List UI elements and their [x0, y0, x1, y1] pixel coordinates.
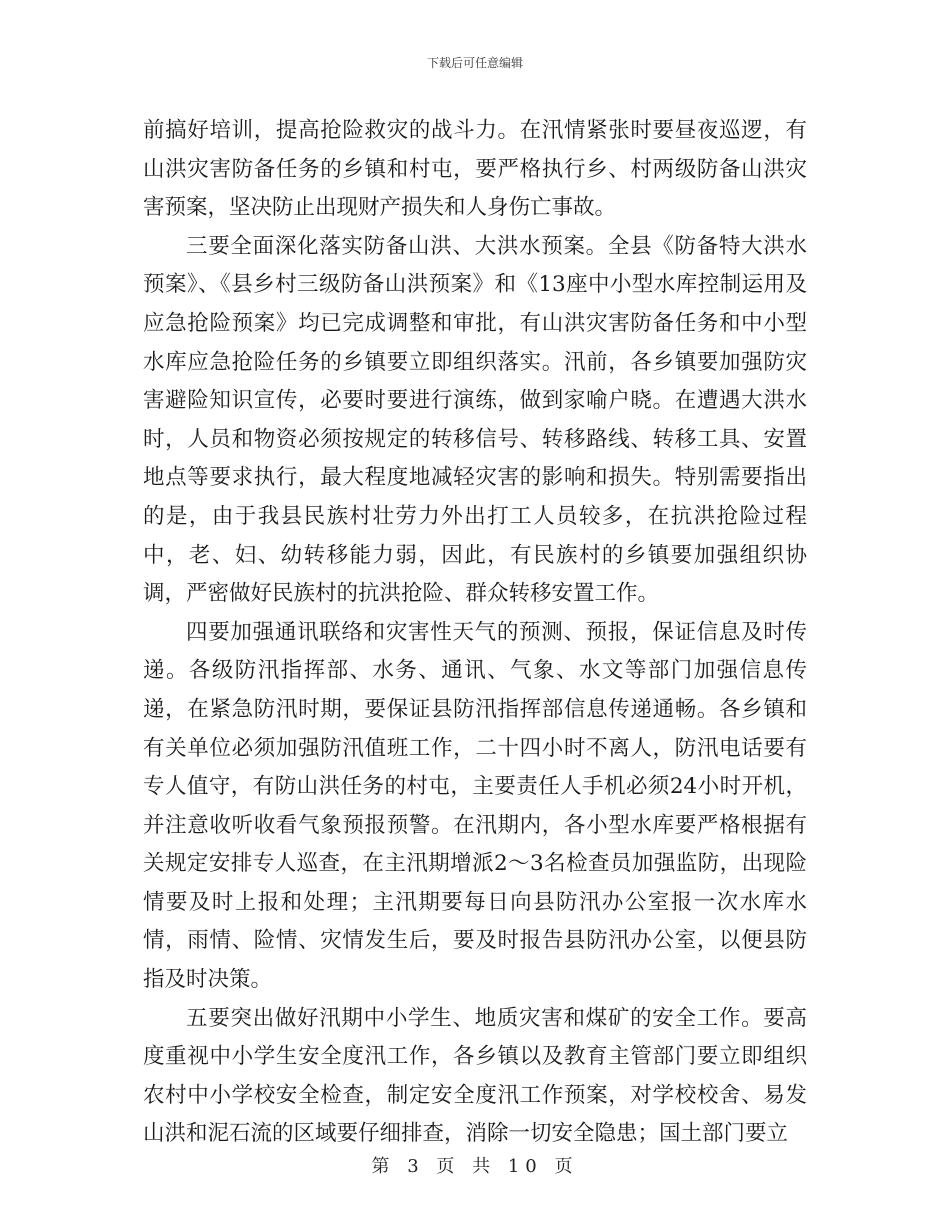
document-body: [143, 112, 807, 1154]
paragraph-item-5: 五要突出做好汛期中小学生、地质灾害和煤矿的安全工作。要高度重视中小学生安全度汛工作，各乡镇以及教育主管部门要立即组织农村中小学校安全检查，制定安全度汛工作预案，对学校校舍、易发山洪和泥石流的区域要仔细排查，消除一切安全隐患；国土部门要立: [143, 1005, 807, 1147]
page-header: 下载后可任意编辑: [426, 56, 523, 70]
paragraph-item-3: 三要全面深化落实防备山洪、大洪水预案。全县《防备特大洪水预案》、《县乡村三级防备山洪预案》和《13座中小型水库控制运用及应急抢险预案》均已完成调整和审批，有山洪灾害防备任务和中小型水库应急抢险任务的乡镇要立即组织落实。汛前，各乡镇要加强防灾害避险知识宣传，必要时要进行演练，做到家喻户晓。在遭遇大洪水时，人员和物资必须按规定的转移信号、转移路线、转移工具、安置地点等要求执行，最大程度地减轻灾害的影响和损失。特别需要指出的是，由于我县民族村壮劳力外出打工人员较多，在抗洪抢险过程中，老、妇、幼转移能力弱，因此，有民族村的乡镇要加强组织协调，严密做好民族村的抗洪抢险、群众转移安置工作。: [143, 233, 807, 607]
paragraph-item-4: 四要加强通讯联络和灾害性天气的预测、预报，保证信息及时传递。各级防汛指挥部、水务、通讯、气象、水文等部门加强信息传递，在紧急防汛时期，要保证县防汛指挥部信息传递通畅。各乡镇和有关单位必须加强防汛值班工作，二十四小时不离人，防汛电话要有专人值守，有防山洪任务的村屯，主要责任人手机必须24小时开机，并注意收听收看气象预报预警。在汛期内，各小型水库要严格根据有关规定安排专人巡查，在主汛期增派2～3名检查员加强监防，出现险情要及时上报和处理；主汛期要每日向县防汛办公室报一次水库水情，雨情、险情、灾情发生后，要及时报告县防汛办公室，以便县防指及时决策。: [143, 619, 807, 993]
paragraph-continuation: 前搞好培训，提高抢险救灾的战斗力。在汛情紧张时要昼夜巡逻，有山洪灾害防备任务的乡镇和村屯，要严格执行乡、村两级防备山洪灾害预案，坚决防止出现财产损失和人身伤亡事故。: [143, 118, 807, 221]
page-footer: 第 3 页 共 10 页: [371, 1156, 579, 1177]
